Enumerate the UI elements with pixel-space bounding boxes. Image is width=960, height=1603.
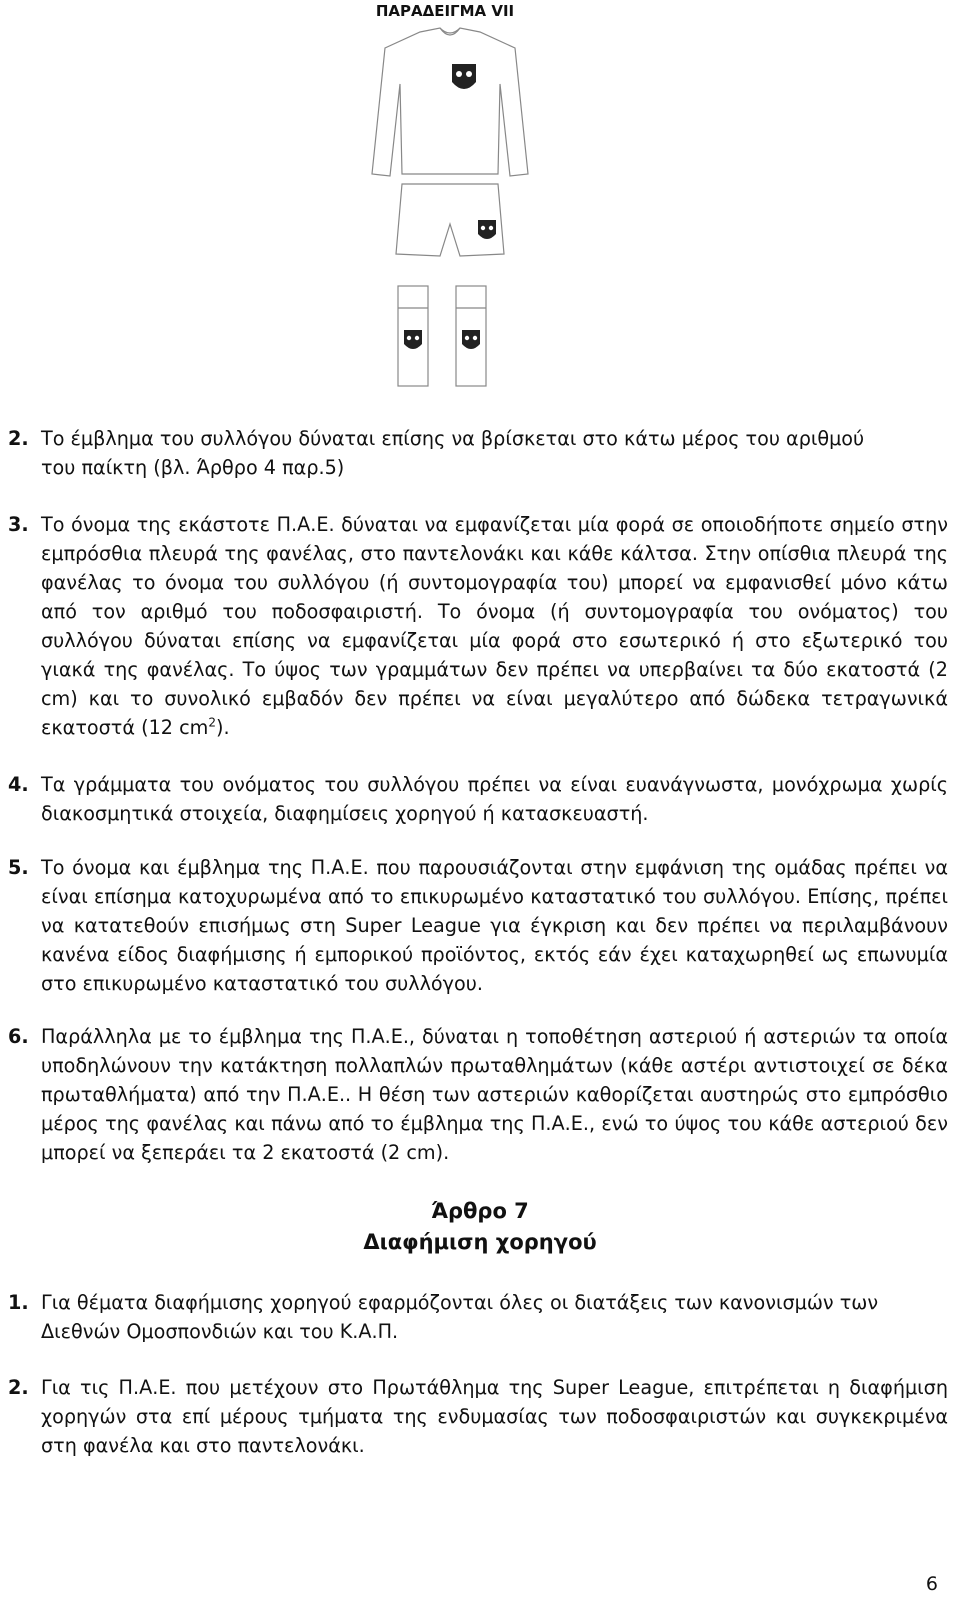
paragraph-text-end: ). [215, 716, 230, 739]
paragraph-5 [8, 853, 948, 998]
paragraph-6 [8, 1022, 948, 1167]
paragraph-text: Τα γράμματα του ονόματος του συλλόγου πρέπει να είναι ευανάγνωστα, μονόχρωμα χωρίς διακοσμητικά στοιχεία, διαφημίσεις χορηγού ή κατασκευαστή. [41, 773, 948, 825]
article-paragraph-1 [8, 1288, 948, 1346]
paragraph-2 [8, 424, 948, 482]
paragraph-text: Παράλληλα με το έμβλημα της Π.Α.Ε., δύναται η τοποθέτηση αστεριού ή αστεριών τα οποία υποδηλώνουν την κατάκτηση πολλαπλών πρωταθλημάτων (κάθε αστέρι αντιστοιχεί σε δέκα πρωταθλήματα) από την Π.Α.Ε.. Η θέση των αστεριών καθορίζεται αυστηρώς στο εμπρόσθιο μέρος της φανέλας και πάνω από το έμβλημα της Π.Α.Ε., ενώ το ύψος του κάθε αστεριού δεν μπορεί να ξεπεράει τα 2 εκατοστά (2 cm). [41, 1025, 948, 1164]
paragraph-number: 1. [8, 1291, 29, 1314]
paragraph-number: 4. [8, 773, 29, 796]
paragraph-text: Το όνομα και έμβλημα της Π.Α.Ε. που παρουσιάζονται στην εμφάνιση της ομάδας πρέπει να είναι επίσημα κατοχυρωμένα από το επικυρωμένο καταστατικό του συλλόγου. Επίσης, πρέπει να κατατεθούν επισήμως στη Super League για έγκριση και δεν πρέπει να περιλαμβάνουν κανένα είδος διαφήμισης ή εμπορικού προϊόντος, εκτός εάν έχει καταχωρηθεί ως επωνυμία στο επικυρωμένο καταστατικό του συλλόγου. [41, 856, 948, 995]
superscript: 2 [208, 715, 216, 730]
article-title: Άρθρο 7 [431, 1199, 529, 1223]
paragraph-number: 3. [8, 513, 29, 536]
article-subtitle: Διαφήμιση χορηγού [363, 1230, 597, 1254]
football-kit-illustration [350, 24, 550, 404]
paragraph-text: Για τις Π.Α.Ε. που μετέχουν στο Πρωτάθλημα της Super League, επιτρέπεται η διαφήμιση χορηγών στα επί μέρους τμήματα της ενδυμασίας των ποδοσφαιριστών και συγκεκριμένα στη φανέλα και στο παντελονάκι. [41, 1376, 948, 1457]
paragraph-number: 6. [8, 1025, 29, 1048]
left-sock-crest-icon [404, 330, 422, 349]
paragraph-line: Για θέματα διαφήμισης χορηγού εφαρμόζονται όλες οι διατάξεις των κανονισμών των [41, 1291, 879, 1314]
paragraph-number: 2. [8, 1376, 29, 1399]
page-number: 6 [925, 1573, 938, 1595]
paragraph-3 [8, 510, 948, 742]
shorts-crest-icon [478, 220, 496, 239]
paragraph-number: 2. [8, 427, 29, 450]
example-label: ΠΑΡΑΔΕΙΓΜΑ VII [375, 2, 515, 20]
paragraph-4 [8, 770, 948, 828]
shirt-drawing [372, 28, 528, 176]
article-paragraph-2 [8, 1373, 948, 1460]
paragraph-text: Το όνομα της εκάστοτε Π.Α.Ε. δύναται να εμφανίζεται μία φορά σε οποιοδήποτε σημείο στην εμπρόσθια πλευρά της φανέλας, στο παντελονάκι και κάθε κάλτσα. Στην οπίσθια πλευρά της φανέλας το όνομα του συλλόγου (ή συντομογραφία του) μπορεί να εμφανισθεί μόνο κάτω από τον αριθμό του ποδοσφαιριστή. Το όνομα (ή συντομογραφία του ονόματος) του συλλόγου δύναται επίσης να εμφανίζεται μία φορά στο εσωτερικό ή στο εξωτερικό του γιακά της φανέλας. Το ύψος των γραμμάτων δεν πρέπει να υπερβαίνει τα δύο εκατοστά (2 cm) και το συνολικό εμβαδόν δεν πρέπει να είναι μεγαλύτερο από δώδεκα τετραγωνικά εκατοστά (12 cm [41, 513, 948, 739]
paragraph-line: του παίκτη (βλ. Άρθρο 4 παρ.5) [41, 456, 345, 479]
shirt-crest-icon [452, 64, 476, 89]
right-sock-crest-icon [462, 330, 480, 349]
paragraph-number: 5. [8, 856, 29, 879]
paragraph-line: Το έμβλημα του συλλόγου δύναται επίσης να βρίσκεται στο κάτω μέρος του αριθμού [41, 427, 865, 450]
paragraph-line: Διεθνών Ομοσπονδιών και του Κ.Α.Π. [41, 1320, 399, 1343]
